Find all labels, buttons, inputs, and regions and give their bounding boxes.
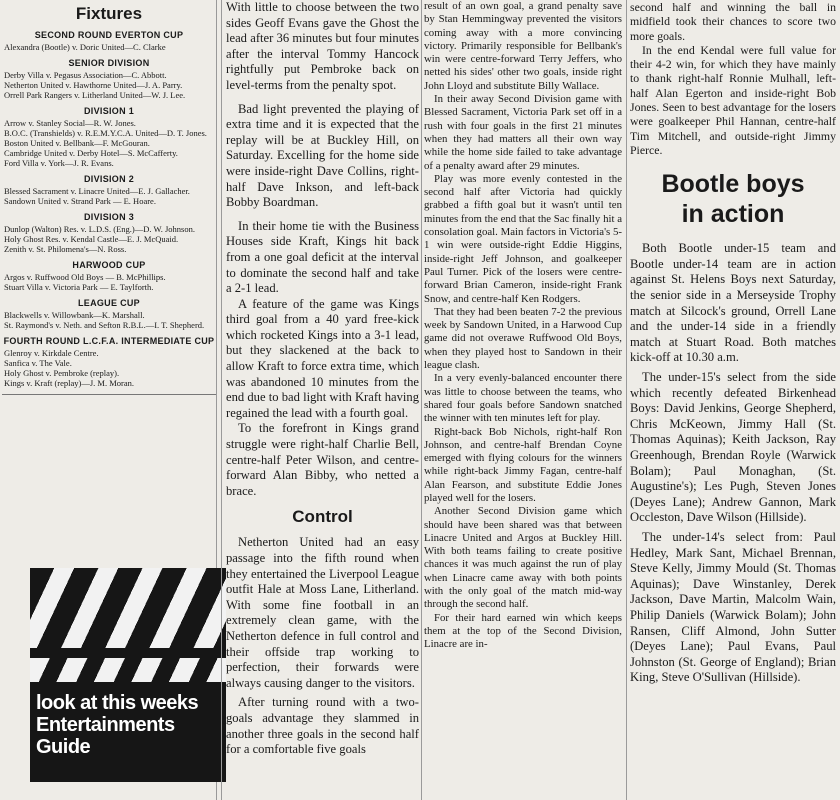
article-paragraph: After turning round with a two-goals advantage they slammed in another three goals in the second half for a comfortable five goals	[226, 695, 419, 757]
clapperboard-bar	[30, 648, 226, 658]
fixture-line: Argos v. Ruffwood Old Boys — B. McPhillips.	[4, 272, 166, 282]
article-paragraph: Netherton United had an easy passage into the fifth round when they entertained the Liverpool League outfit Hale at Moss Lane, Litherland. With some fine football in an extremely clean game, with the Netherton defence in full control and their offside trap working to perfection, their forwards were always causing danger to the visitors.	[226, 535, 419, 690]
fixtures-section	[2, 58, 216, 100]
fixture-line: Dunlop (Walton) Res. v. L.D.S. (Eng.)—D. W. Johnson.	[4, 224, 195, 234]
article-paragraph: The under-15's select from the side which recently defeated Birkenhead Boys: David Jenkins, George Shepherd, Chris McKeown, Jimmy Hall (St. Thomas Aquinas); Keith Jackson, Ray Greenhough, Brendan Royle (Warwick Bolam); Paul Monaghan, (St. Augustine's); Les Pugh, Steven Jones (Deyes Lane); Andrew Gannon, Mark Occleston, Dave Wilson (Hillside).	[630, 370, 836, 525]
article-paragraph: With little to choose between the two sides Geoff Evans gave the Ghost the lead after 36 minutes but four minutes after the interval Tommy Hancock rightfully put Pembroke back on level-terms from the penalty spot.	[226, 0, 419, 92]
column-rule	[421, 0, 422, 800]
fixture-line: Holy Ghost Res. v. Kendal Castle—E. J. McQuaid.	[4, 234, 179, 244]
article-paragraph: To the forefront in Kings grand struggle were right-half Charlie Bell, centre-half Peter Wilson, and centre-forward Alan Bibby, who netted a brace.	[226, 421, 419, 498]
fixtures-section	[2, 298, 216, 330]
article-paragraph: Bad light prevented the playing of extra time and it is expected that the replay will be at Buckley Hill, on Saturday. Excelling for the home side were inside-right Dave Collins, right-half Dave Inkson, and left-back Bobby Boardman.	[226, 101, 419, 210]
fixtures-section	[2, 30, 216, 52]
fixture-line: Kings v. Kraft (replay)—J. M. Moran.	[4, 378, 134, 388]
fixture-line: Sanfica v. The Vale.	[4, 358, 72, 368]
article-paragraph: Another Second Division game which should have been shared was that between Linacre United and Argos at Buckley Hill. With both teams failing to create positive chances it was much against the run of play when Linacre came away with both points with the only goal of the match mid-way through the second half.	[424, 505, 622, 611]
fixture-line: Zenith v. St. Philomena's—N. Ross.	[4, 244, 127, 254]
fixture-line: Holy Ghost v. Pembroke (replay).	[4, 368, 120, 378]
article-paragraph: In the end Kendal were full value for their 4-2 win, for which they have mainly to thank right-half Ronnie Mulhall, left-half Alan Egerton and inside-right Bob Jones. Seen to best advantage for the losers were goalkeeper Phil Hannan, centre-half Tim Mitchell, and outside-right Jimmy Pierce.	[630, 42, 836, 157]
fixtures-heading: DIVISION 1	[83, 106, 134, 116]
fixtures-section	[2, 174, 216, 206]
article-paragraph: In their home tie with the Business Houses side Kraft, Kings hit back from a one goal deficit at the interval to dominate the second half and take a 2-1 lead.	[226, 218, 419, 296]
entertainments-guide-advert[interactable]	[30, 568, 226, 782]
fixtures-divider	[2, 394, 216, 395]
fixtures-heading: DIVISION 2	[83, 174, 134, 184]
article-paragraph: Play was more evenly contested in the second half after Victoria had quickly grabbed a fifth goal but it wasn't until ten minutes from the end that the Sac finally hit a consolation goal. Main factors in Victoria's 5-1 win were outside-right Eddie Higgins, inside-right Jeff Johnson, and goalkeeper Paul Turner. Pick of the losers were centre-forward Brian Cameron, inside-right Frank Snow, and centre-half Ken Rodgers.	[424, 172, 622, 305]
fixtures-heading: LEAGUE CUP	[77, 298, 140, 308]
article-paragraph: In their away Second Division game with Blessed Sacrament, Victoria Park set off in a rush with four goals in the first 21 minutes when they had matters all their own way while the home side failed to take advantage of a penalty award after 29 minutes.	[424, 93, 622, 172]
fixtures-heading: SENIOR DIVISION	[68, 58, 150, 68]
fixtures-section	[2, 336, 216, 388]
fixture-line: B.O.C. (Transhields) v. R.E.M.Y.C.A. United—D. T. Jones.	[4, 128, 207, 138]
article-paragraph: The under-14's select from: Paul Hedley, Mark Sant, Michael Brennan, Steve Kelly, Jimmy Mould (St. Thomas Aquinas); Dave Winstanley, Derek Jackson, Dave Martin, Malcolm Wain, Philip Daniels (Warwick Bolam); John Ransen, Cliff Almond, John Sutter (Deyes Lane); Paul Evans, Paul Johnston (St. George of England); Brian King, Steve O'Sullivan (Hillside).	[630, 529, 836, 685]
article-paragraph: For their hard earned win which keeps them at the top of the Second Division, Linacre are in-	[424, 611, 622, 651]
fixtures-section	[2, 106, 216, 168]
section-title-control: Control	[292, 507, 353, 527]
clapperboard-icon	[30, 568, 226, 648]
advert-text: look at this weeks Entertainments Guide	[36, 692, 199, 758]
report-column-3	[424, 0, 622, 800]
fixtures-heading: SECOND ROUND EVERTON CUP	[34, 30, 184, 40]
fixture-line: Glenroy v. Kirkdale Centre.	[4, 348, 99, 358]
column-rule	[221, 0, 222, 800]
article-paragraph: Right-back Bob Nichols, right-half Ron Johnson, and centre-half Brendan Coyne emerged with flying colours for the winners while right-back Jimmy Fagan, centre-half Alan Fearson, and substitute Eddie Jones played well for the losers.	[424, 425, 622, 504]
fixtures-section	[2, 260, 216, 292]
fixtures-heading: HARWOOD CUP	[72, 260, 146, 270]
fixtures-heading: FOURTH ROUND L.C.F.A. INTERMEDIATE CUP	[3, 336, 215, 346]
fixture-line: Arrow v. Stanley Social—R. W. Jones.	[4, 118, 136, 128]
headline-line: in action	[681, 200, 785, 229]
fixture-line: Ford Villa v. York—J. R. Evans.	[4, 158, 114, 168]
fixture-line: Derby Villa v. Pegasus Association—C. Abbott.	[4, 70, 167, 80]
fixture-line: Stuart Villa v. Victoria Park — E. Taylforth.	[4, 282, 154, 292]
article-paragraph: second half and winning the ball in midfield took their chances to score two more goals.	[630, 0, 836, 43]
fixture-line: Sandown United v. Strand Park — E. Hoare.	[4, 196, 156, 206]
headline-line: Bootle boys	[661, 170, 805, 199]
article-paragraph: That they had been beaten 7-2 the previous week by Sandown United, in a Harwood Cup game did not overawe Ruffwood Old Boys, when they played host to Sandown in their league clash.	[424, 305, 622, 372]
article-paragraph: A feature of the game was Kings third goal from a 40 yard free-kick which rocketed Kings into a 3-1 lead, but they slackened at the back to allow Kraft to force extra time, which was abandoned 10 minutes from the end due to bad light with Kraft having regained the lead with a fourth goal.	[226, 296, 419, 420]
column-rule	[626, 0, 627, 800]
fixture-line: St. Raymond's v. Neth. and Sefton R.B.L.—I. T. Shepherd.	[4, 320, 205, 330]
fixture-line: Blessed Sacrament v. Linacre United—E. J. Gallacher.	[4, 186, 190, 196]
fixture-line: Netherton United v. Hawthorne United—J. A. Parry.	[4, 80, 183, 90]
article-paragraph: In a very evenly-balanced encounter there was little to choose between the teams, who shared four goals before Sandown snatched the winner with ten minutes left for play.	[424, 372, 622, 425]
fixture-line: Alexandra (Bootle) v. Doric United—C. Clarke	[4, 42, 166, 52]
article-paragraph: result of an own goal, a grand penalty save by Stan Hemmingway prevented the visitors coming away with a more convincing victory. Primarily responsible for Bellbank's win were centre-forward Terry Jeffers, who netted his sides' other two goals, inside right John Lloyd and substitute Billy Wallace.	[424, 0, 622, 92]
clapperboard-stripes	[30, 658, 226, 682]
fixtures-title: Fixtures	[75, 4, 143, 23]
fixture-line: Cambridge United v. Derby Hotel—S. McCafferty.	[4, 148, 178, 158]
fixture-line: Boston United v. Bellbank—F. McGouran.	[4, 138, 150, 148]
report-column-2	[226, 0, 419, 800]
headline-bootle-boys	[630, 169, 836, 229]
fixture-line: Orrell Park Rangers v. Litherland United—W. J. Lee.	[4, 90, 186, 100]
fixtures-heading: DIVISION 3	[83, 212, 134, 222]
fixture-line: Blackwells v. Willowbank—K. Marshall.	[4, 310, 145, 320]
article-paragraph: Both Bootle under-15 team and Bootle under-14 team are in action against St. Helens Boys next Saturday, the senior side in a Merseyside Trophy match at Silcock's ground, Orrell Lane and the under-14 side in a friendly match at Stuart Road. Both matches kick-off at 10.30 a.m.	[630, 241, 836, 365]
report-column-4	[630, 0, 836, 800]
fixtures-section	[2, 212, 216, 254]
